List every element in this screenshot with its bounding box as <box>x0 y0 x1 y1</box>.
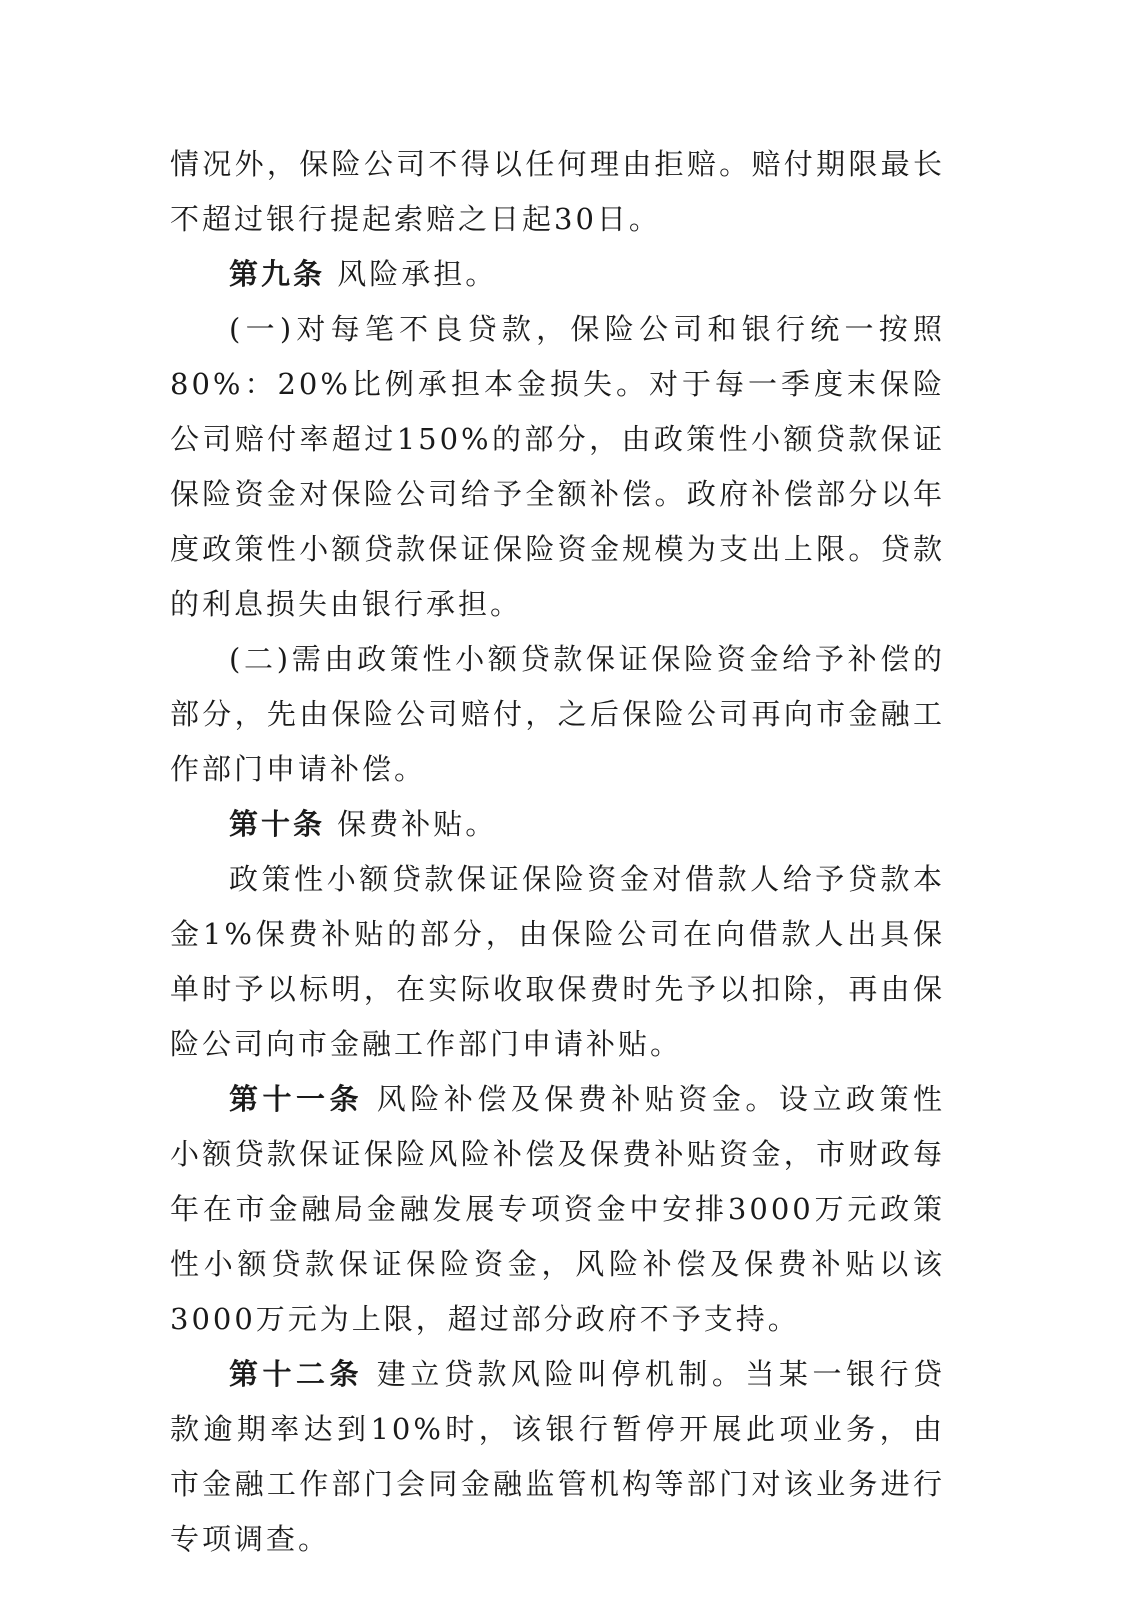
article-number: 第十条 <box>229 807 326 841</box>
article-9-clause-2 <box>170 632 945 797</box>
article-number: 第十一条 <box>229 1082 364 1116</box>
article-9-heading <box>170 247 945 302</box>
paragraph-continuation <box>170 137 945 247</box>
paragraph-text: (一)对每笔不良贷款，保险公司和银行统一按照80%：20%比例承担本金损失。对于每一季度末保险公司赔付率超过150%的部分，由政策性小额贷款保证保险资金对保险公司给予全额补偿。政府补偿部分以年度政策性小额贷款保证保险资金规模为支出上限。贷款的利息损失由银行承担。 <box>170 312 945 621</box>
paragraph-text: 政策性小额贷款保证保险资金对借款人给予贷款本金1%保费补贴的部分，由保险公司在向借款人出具保单时予以标明，在实际收取保费时先予以扣除，再由保险公司向市金融工作部门申请补贴。 <box>170 862 945 1061</box>
article-11 <box>170 1072 945 1347</box>
document-body <box>170 137 945 1567</box>
article-number: 第十二条 <box>229 1357 364 1391</box>
article-10-heading <box>170 797 945 852</box>
paragraph-text: 建立贷款风险叫停机制。当某一银行贷款逾期率达到10%时，该银行暂停开展此项业务，由市金融工作部门会同金融监管机构等部门对该业务进行专项调查。 <box>170 1357 945 1556</box>
article-9-clause-1 <box>170 302 945 632</box>
paragraph-text: (二)需由政策性小额贷款保证保险资金给予补偿的部分，先由保险公司赔付，之后保险公司再向市金融工作部门申请补偿。 <box>170 642 945 786</box>
article-12 <box>170 1347 945 1567</box>
paragraph-text: 风险补偿及保费补贴资金。设立政策性小额贷款保证保险风险补偿及保费补贴资金，市财政每年在市金融局金融发展专项资金中安排3000万元政策性小额贷款保证保险资金，风险补偿及保费补贴以该3000万元为上限，超过部分政府不予支持。 <box>170 1082 945 1336</box>
article-10-body <box>170 852 945 1072</box>
article-title: 风险承担。 <box>325 257 498 291</box>
article-title: 保费补贴。 <box>325 807 498 841</box>
paragraph-text: 情况外，保险公司不得以任何理由拒赔。赔付期限最长不超过银行提起索赔之日起30日。 <box>170 147 945 236</box>
article-number: 第九条 <box>229 257 326 291</box>
